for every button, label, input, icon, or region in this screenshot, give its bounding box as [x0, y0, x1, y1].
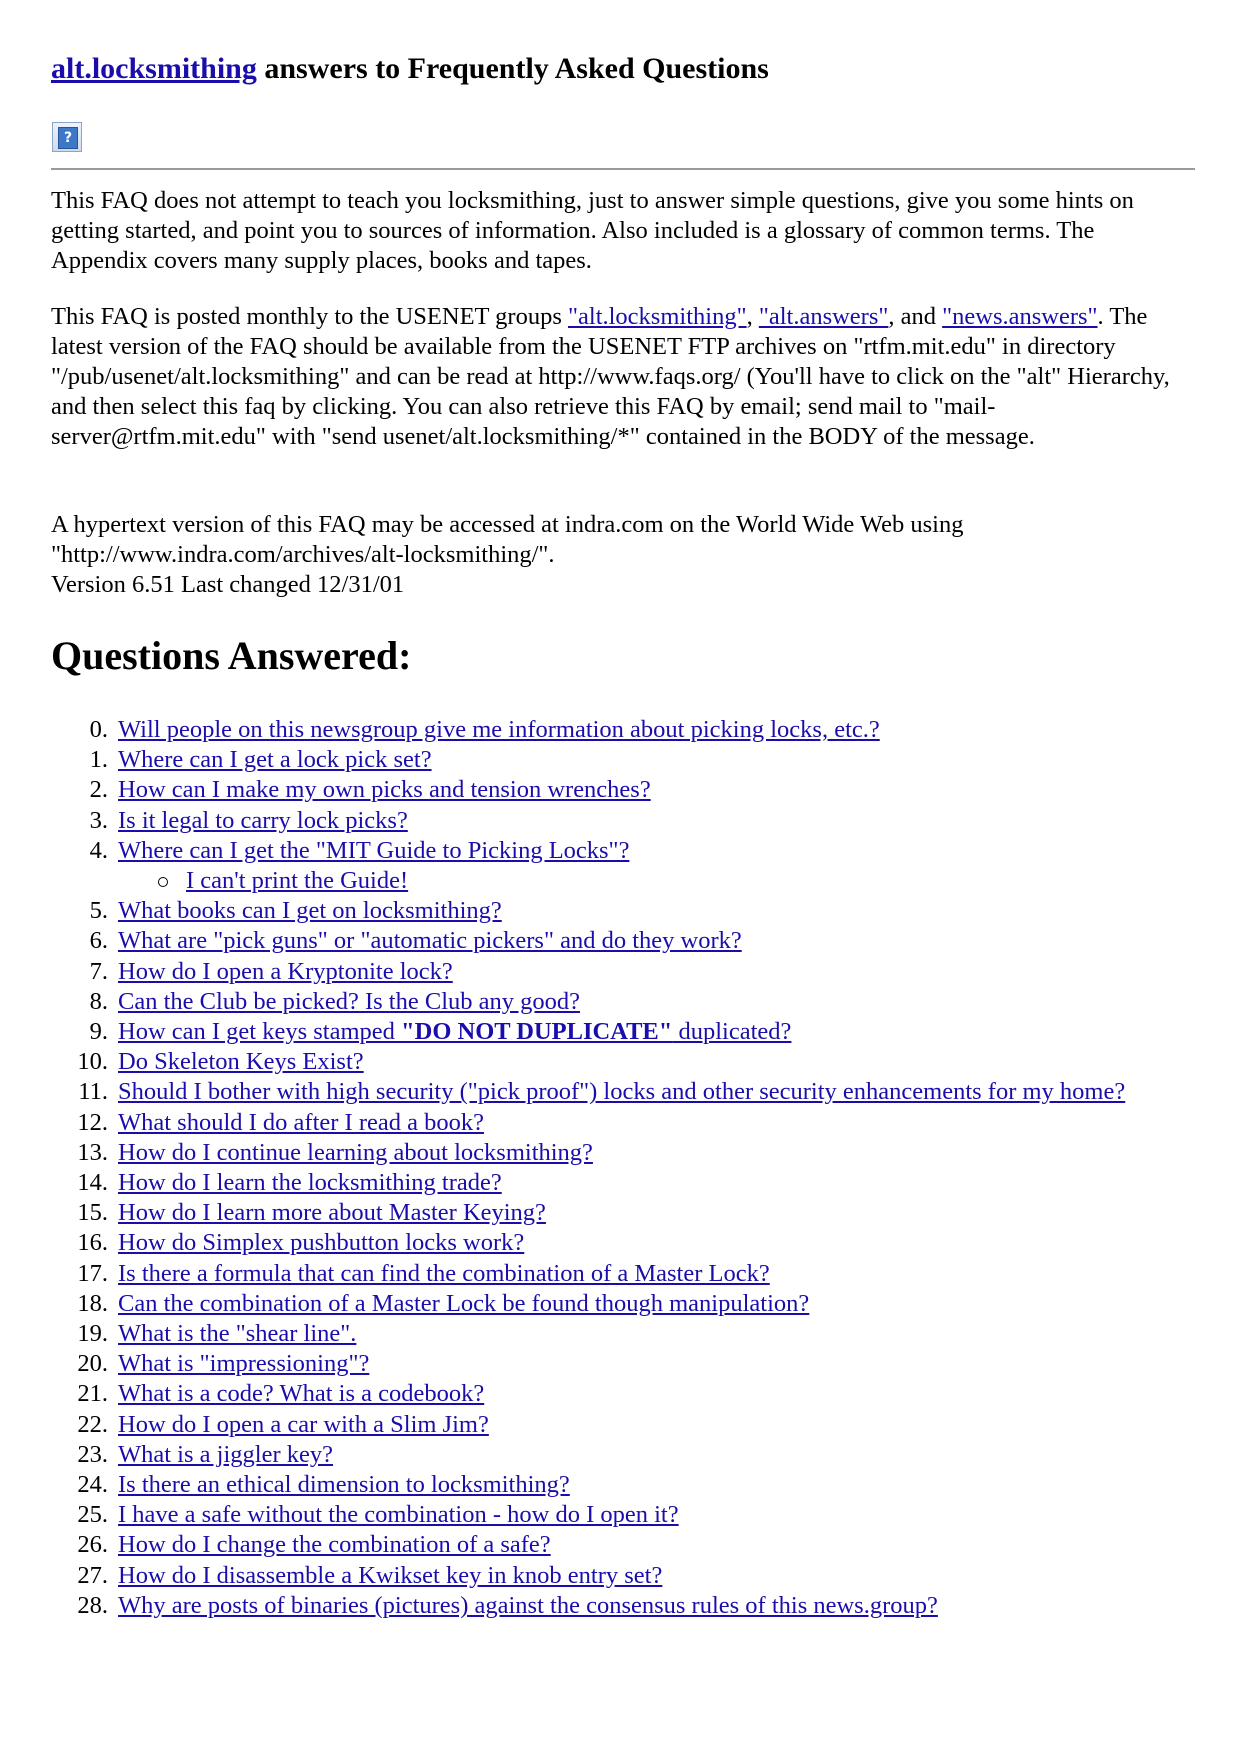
- list-item: [51, 1289, 1195, 1319]
- question-link[interactable]: Can the Club be picked? Is the Club any good?: [118, 987, 580, 1015]
- item-number: 4.: [89, 836, 108, 864]
- item-number: 19.: [77, 1320, 108, 1348]
- question-link[interactable]: How can I make my own picks and tension wrenches?: [118, 776, 651, 804]
- help-icon-glyph: ?: [58, 127, 78, 149]
- item-number: 2.: [89, 776, 108, 804]
- newsgroup-title-link[interactable]: alt.locksmithing: [51, 52, 257, 85]
- question-text: duplicated?: [672, 1018, 792, 1046]
- list-item: [51, 957, 1195, 987]
- item-number: 26.: [77, 1531, 108, 1559]
- question-link[interactable]: What should I do after I read a book?: [118, 1108, 484, 1136]
- item-number: 18.: [77, 1289, 108, 1317]
- list-item: [51, 896, 1195, 926]
- question-link[interactable]: How do I change the combination of a safe?: [118, 1531, 551, 1559]
- question-link[interactable]: What books can I get on locksmithing?: [118, 897, 502, 925]
- question-link[interactable]: How do Simplex pushbutton locks work?: [118, 1229, 525, 1257]
- list-item: [51, 1349, 1195, 1379]
- question-link[interactable]: How do I disassemble a Kwikset key in knob entry set?: [118, 1561, 663, 1589]
- list-item: [51, 1500, 1195, 1530]
- question-link[interactable]: Can the combination of a Master Lock be found though manipulation?: [118, 1289, 810, 1317]
- item-number: 11.: [78, 1078, 108, 1106]
- item-number: 12.: [77, 1108, 108, 1136]
- question-link[interactable]: How do I learn the locksmithing trade?: [118, 1169, 502, 1197]
- item-number: 5.: [89, 897, 108, 925]
- posting-info-paragraph: [51, 302, 1195, 452]
- question-link[interactable]: Where can I get the "MIT Guide to Picking Locks"?: [118, 836, 630, 864]
- list-item: [51, 1228, 1195, 1258]
- list-item: [51, 836, 1195, 866]
- link-news-answers[interactable]: "news.answers": [942, 303, 1098, 330]
- list-item: [51, 1440, 1195, 1470]
- list-item: [51, 1379, 1195, 1409]
- title-text: answers to Frequently Asked Questions: [256, 52, 769, 85]
- question-link[interactable]: Why are posts of binaries (pictures) against the consensus rules of this news.group?: [118, 1591, 938, 1619]
- list-item: [51, 1017, 1195, 1047]
- version-info: Version 6.51 Last changed 12/31/01: [51, 571, 405, 598]
- list-item: [51, 1259, 1195, 1289]
- item-number: 20.: [77, 1350, 108, 1378]
- item-number: 8.: [89, 987, 108, 1015]
- page-title: [51, 52, 769, 86]
- question-link[interactable]: How do I open a car with a Slim Jim?: [118, 1410, 489, 1438]
- questions-heading: Questions Answered:: [51, 633, 412, 678]
- question-link[interactable]: What is "impressioning"?: [118, 1350, 370, 1378]
- intro-paragraph: This FAQ does not attempt to teach you locksmithing, just to answer simple questions, give you some hints on getting started, and point you to sources of information. Also included is a glossary of common terms. The Appendix covers many supply places, books and tapes.: [51, 187, 1134, 274]
- list-item: [51, 715, 1195, 745]
- item-number: 0.: [89, 716, 108, 743]
- item-number: 23.: [77, 1440, 108, 1468]
- question-link[interactable]: Is there a formula that can find the combination of a Master Lock?: [118, 1259, 770, 1287]
- question-mark-icon[interactable]: [52, 122, 82, 152]
- list-item: [51, 1077, 1195, 1107]
- question-link[interactable]: How do I continue learning about locksmithing?: [118, 1138, 593, 1166]
- list-item: [51, 987, 1195, 1017]
- item-number: 9.: [89, 1018, 108, 1046]
- item-number: 28.: [77, 1591, 108, 1619]
- archive-text: . The latest version of the FAQ should be available from the USENET FTP archives on "rtfm.mit.edu" in directory "/pub/usenet/alt.locksmithing" and can be read at http://www.faqs.org/ (You'll have to click on the "alt" Hierarchy, and then select this faq by clicking. You can also retrieve this FAQ by email; send mail to "mail-server@rtfm.mit.edu" with "send usenet/alt.locksmithing/*" contained in the BODY of the message.: [51, 303, 1170, 450]
- question-link[interactable]: What is a code? What is a codebook?: [118, 1380, 485, 1408]
- separator-text: , and: [888, 303, 943, 330]
- question-link[interactable]: How do I open a Kryptonite lock?: [118, 957, 453, 985]
- item-number: 24.: [77, 1471, 108, 1499]
- list-item: [51, 1319, 1195, 1349]
- list-item: [51, 1047, 1195, 1077]
- link-alt-locksmithing[interactable]: "alt.locksmithing": [568, 303, 747, 330]
- item-number: 7.: [89, 957, 108, 985]
- list-item: [51, 926, 1195, 956]
- item-number: 22.: [77, 1410, 108, 1438]
- separator-text: ,: [746, 303, 759, 330]
- horizontal-divider: [51, 168, 1195, 170]
- item-number: 15.: [77, 1199, 108, 1227]
- item-number: 25.: [77, 1501, 108, 1529]
- hypertext-info: A hypertext version of this FAQ may be accessed at indra.com on the World Wide Web using "http://www.indra.com/archives/alt-locksmithing/".: [51, 511, 964, 568]
- question-link[interactable]: Where can I get a lock pick set?: [118, 746, 432, 774]
- question-link[interactable]: Is there an ethical dimension to locksmithing?: [118, 1471, 570, 1499]
- list-item: [51, 745, 1195, 775]
- item-number: 16.: [77, 1229, 108, 1257]
- item-number: 6.: [89, 927, 108, 955]
- posting-text: This FAQ is posted monthly to the USENET groups: [51, 303, 569, 330]
- question-link[interactable]: I have a safe without the combination - how do I open it?: [118, 1501, 679, 1529]
- list-item: [51, 1198, 1195, 1228]
- list-item: [51, 1168, 1195, 1198]
- item-number: 10.: [77, 1048, 108, 1076]
- item-number: 13.: [77, 1138, 108, 1166]
- list-item: [51, 1108, 1195, 1138]
- list-item: [51, 1530, 1195, 1560]
- hypertext-paragraph: [51, 510, 1195, 600]
- list-item: [51, 1138, 1195, 1168]
- item-number: 14.: [77, 1169, 108, 1197]
- list-item: [51, 1561, 1195, 1591]
- question-link[interactable]: How do I learn more about Master Keying?: [118, 1199, 546, 1227]
- list-item: [51, 1591, 1195, 1621]
- question-link[interactable]: What are "pick guns" or "automatic pickers" and do they work?: [118, 927, 742, 955]
- sub-list-item: [51, 866, 1195, 896]
- item-number: 3.: [89, 806, 108, 834]
- question-link[interactable]: Is it legal to carry lock picks?: [118, 806, 408, 834]
- question-list: [51, 715, 1195, 1621]
- list-item: [51, 1410, 1195, 1440]
- item-number: 1.: [89, 746, 108, 774]
- list-item: [51, 775, 1195, 805]
- question-link[interactable]: I can't print the Guide!: [186, 867, 409, 895]
- circle-bullet-icon: [158, 877, 168, 887]
- item-number: 21.: [77, 1380, 108, 1408]
- list-item: [51, 806, 1195, 836]
- item-number: 17.: [77, 1259, 108, 1287]
- question-link[interactable]: Will people on this newsgroup give me information about picking locks, etc.?: [118, 716, 880, 743]
- question-link[interactable]: Do Skeleton Keys Exist?: [118, 1048, 364, 1076]
- question-emphasis: "DO NOT DUPLICATE": [401, 1018, 673, 1046]
- question-link[interactable]: Should I bother with high security ("pick proof") locks and other security enhancements for my home?: [118, 1078, 1126, 1106]
- question-link[interactable]: [118, 1018, 791, 1045]
- question-link[interactable]: What is a jiggler key?: [118, 1440, 333, 1468]
- list-item: [51, 1470, 1195, 1500]
- link-alt-answers[interactable]: "alt.answers": [758, 303, 889, 330]
- question-link[interactable]: What is the "shear line".: [118, 1320, 357, 1348]
- question-text: How can I get keys stamped: [118, 1018, 402, 1046]
- item-number: 27.: [77, 1561, 108, 1589]
